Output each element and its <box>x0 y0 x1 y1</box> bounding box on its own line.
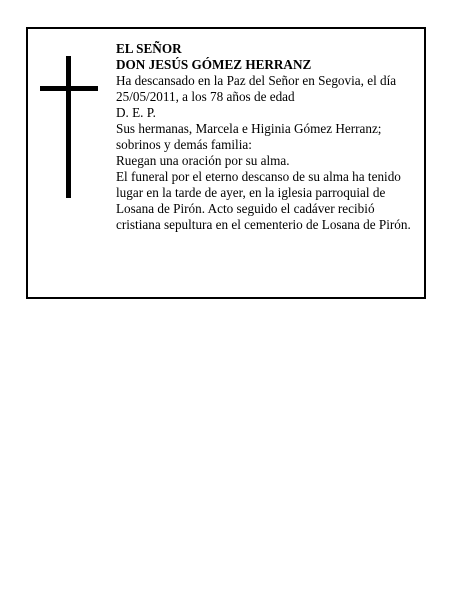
notice-body-line: 25/05/2011, a los 78 años de edad <box>116 89 295 104</box>
notice-body-line: Ha descansado en la Paz del Señor en Segovia, el día <box>116 73 397 88</box>
latin-cross-icon <box>40 56 98 198</box>
notice-body-line: lugar en la tarde de ayer, en la iglesia parroquial de <box>116 185 386 200</box>
notice-body-line: Ruegan una oración por su alma. <box>116 153 290 168</box>
deceased-name: DON JESÚS GÓMEZ HERRANZ <box>116 57 312 72</box>
notice-heading: EL SEÑOR <box>116 41 182 56</box>
notice-body-line: sobrinos y demás familia: <box>116 137 252 152</box>
notice-body-line: Losana de Pirón. Acto seguido el cadáver recibió <box>116 201 375 216</box>
obituary-text <box>116 41 422 233</box>
notice-body-line: El funeral por el eterno descanso de su alma ha tenido <box>116 169 401 184</box>
cross-vertical-bar <box>66 56 71 198</box>
cross-horizontal-bar <box>40 86 98 91</box>
notice-body-line: cristiana sepultura en el cementerio de Losana de Pirón. <box>116 217 411 232</box>
notice-body-line: D. E. P. <box>116 105 156 120</box>
obituary-notice <box>26 27 426 299</box>
notice-body-line: Sus hermanas, Marcela e Higinia Gómez Herranz; <box>116 121 382 136</box>
